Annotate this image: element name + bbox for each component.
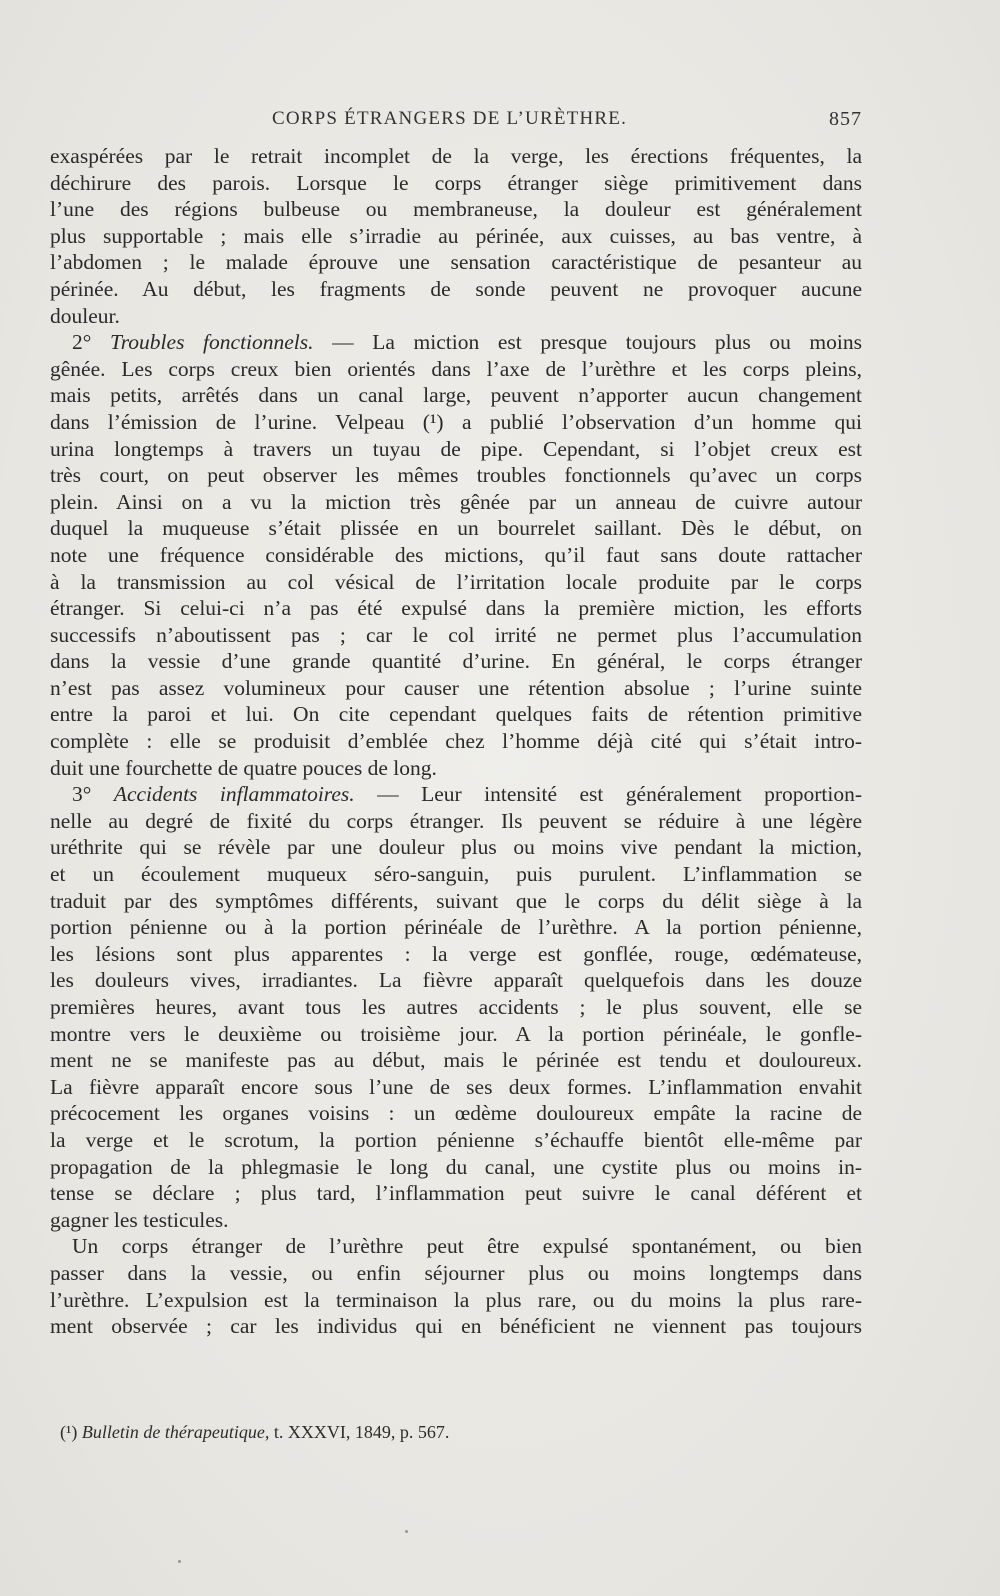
section-number: 2° xyxy=(72,330,110,355)
text-line xyxy=(50,1074,862,1101)
text-line xyxy=(50,462,862,489)
line-text: complète : elle se produisit d’emblée chez l’homme déjà cité qui s’était intro- xyxy=(50,729,862,754)
line-text: Un corps étranger de l’urèthre peut être expulsé spontanément, ou bien xyxy=(72,1234,862,1259)
line-text: dans la vessie d’une grande quantité d’urine. En général, le corps étranger xyxy=(50,649,862,674)
text-line xyxy=(50,409,862,436)
line-text: plein. Ainsi on a vu la miction très gênée par un anneau de cuivre autour xyxy=(50,489,862,514)
text-line xyxy=(50,1313,862,1340)
section-heading: Troubles fonctionnels. xyxy=(109,330,314,355)
text-line xyxy=(50,1180,862,1207)
line-text: portion pénienne ou à la portion périnéale de l’urèthre. A la portion pénienne, xyxy=(50,915,862,940)
text-line xyxy=(50,1100,862,1127)
text-line xyxy=(50,515,862,542)
text-line xyxy=(50,834,862,861)
text-line xyxy=(50,861,862,888)
text-line xyxy=(50,249,862,276)
line-text: l’abdomen ; le malade éprouve une sensation caractéristique de pesanteur au xyxy=(50,250,862,275)
line-text: étranger. Si celui-ci n’a pas été expulsé dans la première miction, les efforts xyxy=(50,596,862,621)
text-line xyxy=(50,994,862,1021)
text-line xyxy=(50,223,862,250)
text-line xyxy=(50,675,862,702)
body-text xyxy=(50,143,862,1340)
line-text: — La miction est presque toujours plus ou moins xyxy=(313,330,862,355)
line-text: uréthrite qui se révèle par une douleur plus ou moins vive pendant la miction, xyxy=(50,835,862,860)
text-line xyxy=(50,1287,862,1314)
text-line xyxy=(50,1207,862,1234)
text-line xyxy=(50,542,862,569)
paper-speck xyxy=(178,1560,181,1563)
text-line xyxy=(50,1047,862,1074)
text-line xyxy=(50,1154,862,1181)
line-text: tense se déclare ; plus tard, l’inflammation peut suivre le canal déférent et xyxy=(50,1181,862,1206)
text-line xyxy=(50,941,862,968)
line-text: précocement les organes voisins : un œdème douloureux empâte la racine de xyxy=(50,1101,862,1126)
text-line xyxy=(50,1260,862,1287)
text-line xyxy=(50,170,862,197)
line-text: duit une fourchette de quatre pouces de long. xyxy=(50,755,437,780)
text-line xyxy=(50,356,862,383)
line-text: à la transmission au col vésical de l’irritation locale produite par le corps xyxy=(50,569,862,594)
text-line xyxy=(50,781,862,808)
line-text: passer dans la vessie, ou enfin séjourner plus ou moins longtemps dans xyxy=(50,1260,862,1285)
line-text: duquel la muqueuse s’était plissée en un bourrelet saillant. Dès le début, on xyxy=(50,516,862,541)
line-text: déchirure des parois. Lorsque le corps étranger siège primitivement dans xyxy=(50,170,862,195)
line-text: périnée. Au début, les fragments de sonde peuvent ne provoquer aucune xyxy=(50,276,862,301)
line-text: montre vers le deuxième ou troisième jour. A la portion périnéale, le gonfle- xyxy=(50,1021,862,1046)
line-text: note une fréquence considérable des mictions, qu’il faut sans doute rattacher xyxy=(50,542,862,567)
text-line xyxy=(50,808,862,835)
line-text: nelle au degré de fixité du corps étranger. Ils peuvent se réduire à une légère xyxy=(50,808,862,833)
line-text: mais petits, arrêtés dans un canal large, peuvent n’apporter aucun changement xyxy=(50,383,862,408)
line-text: ment ne se manifeste pas au début, mais le périnée est tendu et douloureux. xyxy=(50,1048,862,1073)
text-line xyxy=(50,728,862,755)
text-line xyxy=(50,276,862,303)
line-text: ment observée ; car les individus qui en bénéficient ne viennent pas toujours xyxy=(50,1314,862,1339)
line-text: dans l’émission de l’urine. Velpeau (¹) a publié l’observation d’un homme qui xyxy=(50,409,862,434)
line-text: La fièvre apparaît encore sous l’une de ses deux formes. L’inflammation envahit xyxy=(50,1074,862,1099)
section-number: 3° xyxy=(72,782,114,807)
text-line xyxy=(50,595,862,622)
line-text: gagner les testicules. xyxy=(50,1207,229,1232)
line-text: et un écoulement muqueux séro-sanguin, puis purulent. L’inflammation se xyxy=(50,862,862,887)
line-text: plus supportable ; mais elle s’irradie au périnée, aux cuisses, au bas ventre, à xyxy=(50,223,862,248)
text-line xyxy=(50,622,862,649)
line-text: les douleurs vives, irradiantes. La fièvre apparaît quelquefois dans les douze xyxy=(50,968,862,993)
text-line xyxy=(50,1127,862,1154)
text-line xyxy=(50,569,862,596)
line-text: gênée. Les corps creux bien orientés dans l’axe de l’urèthre et les corps pleins, xyxy=(50,356,862,381)
text-line xyxy=(50,303,862,330)
text-line xyxy=(50,382,862,409)
text-line xyxy=(50,1233,862,1260)
text-line xyxy=(50,436,862,463)
line-text: entre la paroi et lui. On cite cependant quelques faits de rétention primitive xyxy=(50,702,862,727)
line-text: l’urèthre. L’expulsion est la terminaison la plus rare, ou du moins la plus rare- xyxy=(50,1287,862,1312)
line-text: premières heures, avant tous les autres accidents ; le plus souvent, elle se xyxy=(50,995,862,1019)
line-text: — Leur intensité est généralement proportion- xyxy=(354,782,862,807)
footnote xyxy=(60,1422,760,1443)
line-text: n’est pas assez volumineux pour causer une rétention absolue ; l’urine suinte xyxy=(50,675,862,700)
text-line xyxy=(50,196,862,223)
line-text: très court, on peut observer les mêmes troubles fonctionnels qu’avec un corps xyxy=(50,463,862,488)
line-text: l’une des régions bulbeuse ou membraneuse, la douleur est généralement xyxy=(50,197,862,222)
text-line xyxy=(50,967,862,994)
line-text: urina longtemps à travers un tuyau de pipe. Cependant, si l’objet creux est xyxy=(50,436,862,461)
page-header xyxy=(50,108,862,138)
text-line xyxy=(50,755,862,782)
line-text: exaspérées par le retrait incomplet de la verge, les érections fréquentes, la xyxy=(50,144,862,168)
text-line xyxy=(50,329,862,356)
text-line xyxy=(50,914,862,941)
text-line xyxy=(50,648,862,675)
footnote-marker: (¹) xyxy=(60,1422,82,1442)
text-line xyxy=(50,489,862,516)
line-text: traduit par des symptômes différents, suivant que le corps du délit siège à la xyxy=(50,888,862,913)
text-line xyxy=(50,143,862,170)
line-text: la verge et le scrotum, la portion pénienne s’échauffe bientôt elle-même par xyxy=(50,1127,862,1152)
line-text: les lésions sont plus apparentes : la verge est gonflée, rouge, œdémateuse, xyxy=(50,941,862,966)
paper-speck xyxy=(405,1530,408,1533)
running-title: CORPS ÉTRANGERS DE L’URÈTHRE. xyxy=(272,108,628,129)
footnote-reference: t. XXXVI, 1849, p. 567. xyxy=(269,1422,450,1442)
text-line xyxy=(50,701,862,728)
section-heading: Accidents inflammatoires. xyxy=(113,782,355,807)
text-line xyxy=(50,888,862,915)
line-text: successifs n’aboutissent pas ; car le col irrité ne permet plus l’accumulation xyxy=(50,622,862,647)
page-number: 857 xyxy=(829,108,862,130)
line-text: douleur. xyxy=(50,303,120,328)
text-line xyxy=(50,1021,862,1048)
footnote-title: Bulletin de thérapeutique, xyxy=(81,1422,270,1442)
line-text: propagation de la phlegmasie le long du canal, une cystite plus ou moins in- xyxy=(50,1154,862,1179)
